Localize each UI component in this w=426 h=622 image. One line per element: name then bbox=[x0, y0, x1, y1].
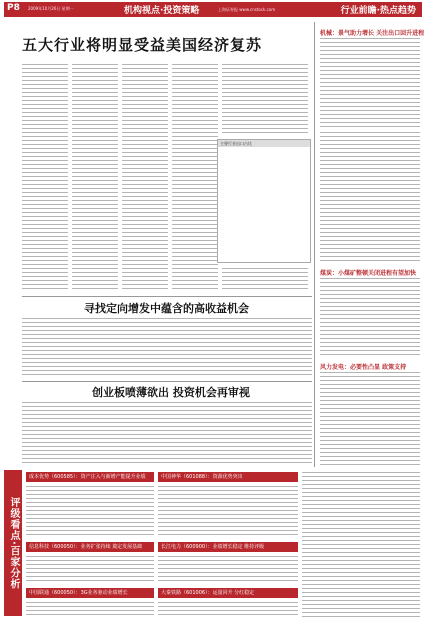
right-article-1 bbox=[320, 38, 420, 128]
issue-date: 2009年10月26日 星期一 bbox=[28, 6, 74, 11]
section-divider-2 bbox=[22, 381, 312, 382]
site-url[interactable]: 上海证券报 www.cnstock.com bbox=[218, 7, 276, 12]
review-bar-2: 中国神华（601088）：资源优势突出 bbox=[158, 472, 298, 482]
side-banner: 评级看点·百家分析 bbox=[4, 470, 22, 616]
review-text-7 bbox=[302, 472, 420, 618]
review-bar-5: 中国联通（600050）：3G业务驱动业绩增长 bbox=[26, 588, 154, 598]
right-section-title: 行业前瞻·热点趋势 bbox=[340, 6, 416, 16]
review-text-3 bbox=[26, 556, 154, 584]
data-table bbox=[217, 139, 311, 263]
review-text-4 bbox=[158, 556, 298, 584]
section-divider bbox=[22, 296, 312, 297]
article-column-5 bbox=[222, 64, 308, 134]
article-column-4 bbox=[172, 64, 218, 292]
article-column-2 bbox=[72, 64, 118, 292]
mid-article bbox=[22, 318, 312, 378]
right-article-2 bbox=[320, 278, 420, 358]
low-headline: 创业板喷薄欲出 投资机会再审视 bbox=[92, 386, 250, 399]
right-headline-1: 机械：景气助力增长 关注出口回升进程 bbox=[320, 30, 425, 37]
page-number: P8 bbox=[7, 3, 20, 13]
article-column-1 bbox=[22, 64, 68, 292]
mid-headline: 寻找定向增发中蕴含的高收益机会 bbox=[84, 302, 249, 315]
article-column-6 bbox=[222, 268, 308, 292]
review-bar-3: 信息科技（600050）：业务扩张持续 奠定发展基础 bbox=[26, 542, 154, 552]
review-text-5 bbox=[26, 602, 154, 618]
main-headline: 五大行业将明显受益美国经济复苏 bbox=[22, 36, 263, 54]
low-article bbox=[22, 402, 312, 464]
section-title: 机构视点·投资策略 bbox=[124, 6, 200, 16]
right-article-1b bbox=[320, 132, 420, 264]
review-bar-6: 大秦铁路（601006）：运量回升 分红稳定 bbox=[158, 588, 298, 598]
review-text-6 bbox=[158, 602, 298, 618]
page-header bbox=[4, 2, 422, 17]
right-headline-3: 风力发电：必要性凸显 政策支持 bbox=[320, 364, 407, 371]
right-headline-2: 煤炭：小煤矿整顿关闭进程有望加快 bbox=[320, 270, 417, 277]
column-divider bbox=[314, 22, 315, 467]
review-text-2 bbox=[158, 486, 298, 538]
review-text-1 bbox=[26, 486, 154, 538]
table-title: 主要行业出口占比 bbox=[218, 140, 310, 147]
review-bar-1: 成本优势（600585）：资产注入与新增产能提升业绩 bbox=[26, 472, 154, 482]
review-bar-4: 长江电力（600900）：业绩增长稳定 维持评级 bbox=[158, 542, 298, 552]
right-article-3 bbox=[320, 372, 420, 467]
article-column-3 bbox=[122, 64, 168, 292]
